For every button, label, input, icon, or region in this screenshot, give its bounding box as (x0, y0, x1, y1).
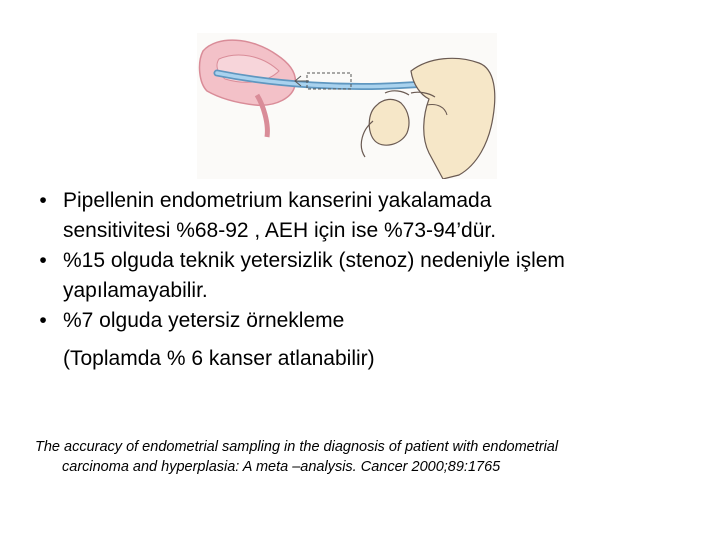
pipelle-illustration (197, 33, 497, 179)
reference-line-1: The accuracy of endometrial sampling in the diagnosis of patient with endometrial (35, 439, 559, 455)
bullet-glyph: • (39, 189, 47, 212)
bullet-glyph: • (39, 309, 47, 332)
pipelle-sampling-icon (197, 33, 497, 179)
bullet-line: %15 olguda teknik yetersizlik (stenoz) nedeniyle işlem (63, 249, 565, 272)
bullet-line: yapılamayabilir. (63, 279, 208, 302)
bullet-line: %7 olguda yetersiz örnekleme (63, 309, 345, 332)
reference-line-2: carcinoma and hyperplasia: A meta –analysis. Cancer 2000;89:1765 (62, 459, 501, 475)
bullet-item (33, 186, 693, 246)
bullet-list (33, 186, 693, 336)
bullet-item (33, 246, 693, 306)
reference-citation (35, 437, 675, 477)
bullet-line: sensitivitesi %68-92 , AEH için ise %73-94’dür. (63, 219, 497, 242)
bullet-item (33, 306, 693, 336)
note-text: (Toplamda % 6 kanser atlanabilir) (63, 347, 375, 370)
bullet-glyph: • (39, 249, 47, 272)
bullet-line: Pipellenin endometrium kanserini yakalamada (63, 189, 492, 212)
